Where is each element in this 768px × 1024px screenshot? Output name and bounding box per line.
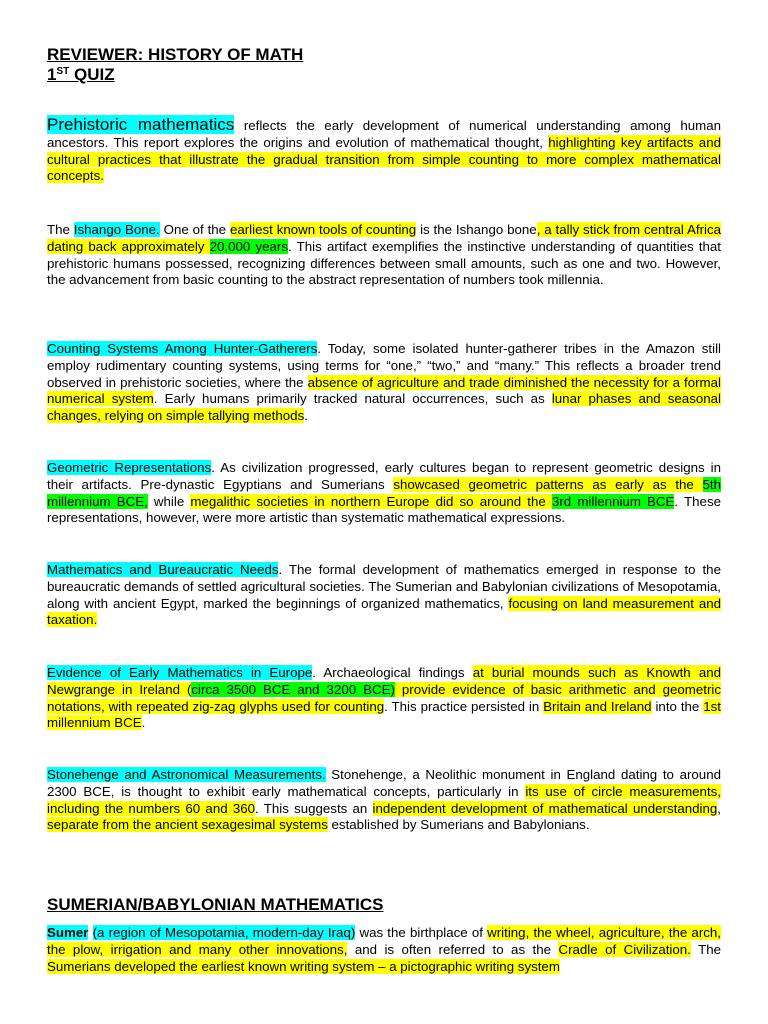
highlighted-text: writing, the wheel, agriculture, the arch, the plow, irrigation and many other innovations,	[47, 925, 721, 957]
paragraph-bureaucratic-needs	[47, 562, 721, 629]
text-run: One of the	[159, 222, 230, 237]
highlighted-text: Counting Systems Among Hunter-Gatherers	[47, 341, 318, 356]
text-run: . Early humans primarily tracked natural occurrences, such as	[153, 391, 552, 407]
text-run: is the Ishango bone	[416, 222, 537, 237]
highlighted-text: Evidence of Early Mathematics in Europe	[47, 665, 313, 680]
text-run: . Archaeological findings	[312, 665, 473, 680]
text-run: . The formal development of mathematics emerged in response to the bureaucratic demands of settled agricultural societies. The Sumerian and Babylonian civilizations of Mesopotamia, along with ancient Egypt, marked the beginnings of organized mathematics,	[47, 562, 721, 611]
highlighted-text: (a region of Mesopotamia, modern-day Iraq)	[92, 925, 356, 940]
highlighted-text: Britain and Ireland	[543, 698, 652, 714]
highlighted-text: highlighting key artifacts and cultural practices that illustrate the gradual transition from simple counting to more complex mathematical concepts.	[47, 134, 721, 184]
highlighted-text: Geometric Representations	[47, 460, 212, 475]
text-run: . As civilization progressed, early cultures began to represent geometric designs in their artifacts. Pre-dynastic Egyptians and Sumerians	[47, 460, 722, 492]
text-run: . This artifact exemplifies the instinctive understanding of quantities that prehistoric humans possessed, recognizing differences between small amounts, such as one and two. However, the advancement from basic counting to the abstract representation of numbers took millennia.	[47, 238, 721, 288]
document-title	[47, 45, 303, 85]
highlighted-text: showcased geometric patterns as early as the	[393, 476, 703, 492]
paragraph-early-europe	[47, 665, 721, 732]
text-run: into the	[651, 698, 704, 714]
highlighted-text: absence of agriculture and trade diminished the necessity for a formal numerical system	[47, 374, 721, 407]
highlighted-text: , a tally stick from central Africa dating back approximately	[47, 222, 722, 254]
text-run: and is often referred to as the	[347, 941, 559, 957]
paragraph-prehistoric	[47, 117, 721, 185]
highlighted-text: Prehistoric mathematics	[47, 115, 235, 134]
highlighted-text: its use of circle measurements, including the numbers 60 and 360	[47, 783, 721, 816]
text-run: . This practice persisted in	[384, 698, 544, 714]
paragraph-counting-systems	[47, 341, 721, 425]
highlighted-text: circa 3500 BCE and 3200 BCE)	[191, 681, 395, 697]
highlighted-text: provide evidence of basic arithmetic and geometric notations, with repeated zig-zag glyphs used for counting	[47, 681, 721, 714]
text-run: .	[304, 408, 308, 424]
highlighted-text: separate from the ancient sexagesimal systems	[47, 817, 328, 833]
title-line-1: REVIEWER: HISTORY OF MATH	[47, 45, 304, 64]
highlighted-text: 3rd millennium BCE	[551, 493, 675, 509]
title-line-2: 1ST QUIZ	[47, 65, 115, 84]
text-run: . These representations, however, were more artistic than systematic mathematical expressions.	[47, 493, 721, 526]
highlighted-text: Ishango Bone.	[73, 222, 160, 237]
text-run: established by Sumerians and Babylonians.	[327, 817, 590, 833]
paragraph-sumer	[47, 925, 721, 975]
highlighted-text: 20,000 years	[209, 238, 289, 254]
highlighted-text: Sumer	[47, 925, 89, 940]
text-run: The	[690, 941, 721, 957]
paragraph-stonehenge	[47, 767, 721, 834]
highlighted-text: Stonehenge and Astronomical Measurements.	[47, 767, 326, 782]
text-run: Stonehenge, a Neolithic monument in England dating to around 2300 BCE, is thought to exhibit early mathematical concepts, particularly in	[47, 767, 721, 799]
text-run: The	[47, 222, 74, 237]
text-run	[88, 925, 92, 940]
highlighted-text: Mathematics and Bureaucratic Needs	[47, 562, 279, 577]
text-run: . This suggests an	[255, 800, 373, 816]
paragraph-ishango-bone	[47, 222, 721, 289]
text-run: ,	[717, 800, 721, 816]
highlighted-text: lunar phases and seasonal changes, relying on simple tallying methods	[47, 391, 721, 424]
highlighted-text: Sumerians developed the earliest known writing system – a pictographic writing system	[47, 958, 560, 974]
text-run: was the birthplace of	[355, 925, 488, 940]
highlighted-text: 5th millennium BCE,	[47, 476, 721, 509]
section-heading-sumerian: SUMERIAN/BABYLONIAN MATHEMATICS	[47, 895, 384, 914]
highlighted-text: independent development of mathematical understanding	[372, 800, 718, 816]
highlighted-text: at burial mounds such as Knowth and Newgrange in Ireland (	[47, 665, 722, 697]
highlighted-text: earliest known tools of counting	[229, 222, 417, 237]
text-run: reflects the early development of numerical understanding among human ancestors. This report explores the origins and evolution of mathematical thought,	[47, 118, 721, 150]
highlighted-text: Cradle of Civilization.	[558, 941, 691, 957]
highlighted-text: megalithic societies in northern Europe did so around the	[190, 493, 552, 509]
text-run: while	[147, 493, 191, 509]
text-run: .	[141, 715, 146, 731]
highlighted-text: focusing on land measurement and taxation.	[47, 595, 722, 628]
paragraph-geometric-representations	[47, 460, 721, 527]
text-run: . Today, some isolated hunter-gatherer tribes in the Amazon still employ rudimentary counting systems, using terms for “one,” “two,” and “many.” This reflects a broader trend observed in prehistoric societies, where the	[47, 341, 721, 390]
highlighted-text: 1st millennium BCE	[47, 698, 721, 731]
